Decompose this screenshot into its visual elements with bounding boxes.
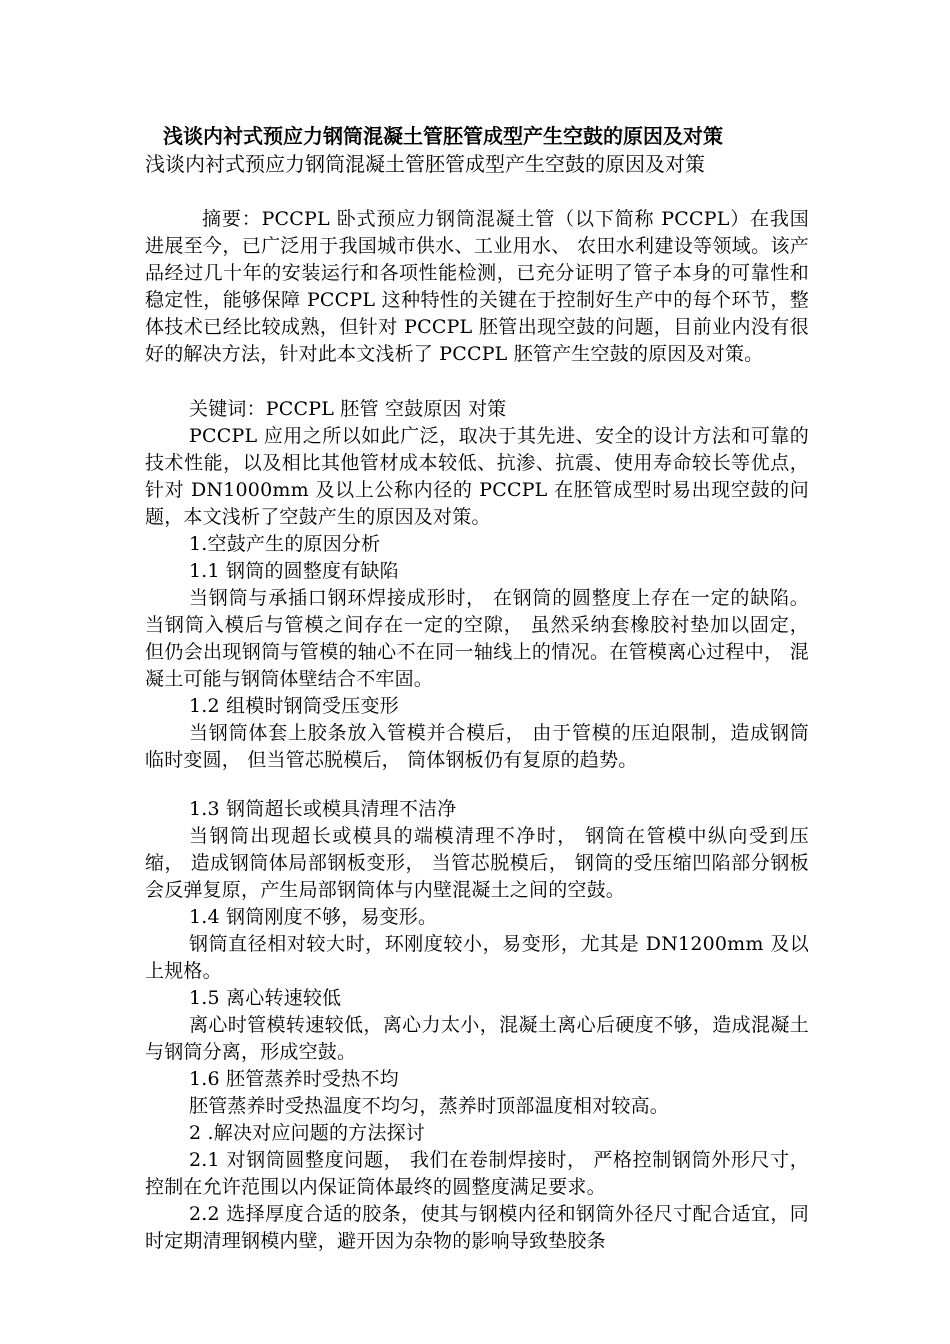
section-2-heading: 2 .解决对应问题的方法探讨 — [189, 1122, 425, 1144]
keywords-line: 关键词：PCCPL 胚管 空鼓原因 对策 — [189, 398, 507, 420]
section-1-4-paragraph: 钢筒直径相对较大时，环刚度较小，易变形，尤其是 DN1200mm 及以上规格。 — [145, 933, 809, 982]
section-1-4-heading: 1.4 钢筒刚度不够，易变形。 — [189, 906, 438, 928]
section-1-2-paragraph: 当钢筒体套上胶条放入管模并合模后， 由于管模的压迫限制，造成钢筒临时变圆， 但当管芯脱模后， 筒体钢板仍有复原的趋势。 — [145, 722, 809, 771]
document-subtitle: 浅谈内衬式预应力钢筒混凝土管胚管成型产生空鼓的原因及对策 — [145, 152, 705, 176]
section-1-5-heading: 1.5 离心转速较低 — [189, 987, 342, 1009]
section-1-3-heading: 1.3 钢筒超长或模具清理不洁净 — [189, 798, 457, 820]
spacer — [145, 178, 809, 206]
intro-paragraph: PCCPL 应用之所以如此广泛，取决于其先进、安全的设计方法和可靠的技术性能，以及相比其他管材成本较低、抗渗、抗震、使用寿命较长等优点，针对 DN1000mm 及以上公称内径的 PCCPL 在胚管成型时易出现空鼓的问题，本文浅析了空鼓产生的原因及对策。 — [145, 425, 809, 528]
section-1-1-heading: 1.1 钢筒的圆整度有缺陷 — [189, 560, 399, 582]
document-page — [145, 122, 809, 1255]
section-2-1-paragraph: 2.1 对钢筒圆整度问题， 我们在卷制焊接时， 严格控制钢筒外形尺寸，控制在允许范围以内保证筒体最终的圆整度满足要求。 — [145, 1149, 809, 1198]
document-title: 浅谈内衬式预应力钢筒混凝土管胚管成型产生空鼓的原因及对策 — [163, 124, 723, 148]
spacer — [145, 774, 809, 796]
spacer — [145, 368, 809, 396]
section-1-2-heading: 1.2 组模时钢筒受压变形 — [189, 695, 399, 717]
section-1-3-paragraph: 当钢筒出现超长或模具的端模清理不净时， 钢筒在管模中纵向受到压缩， 造成钢筒体局部钢板变形， 当管芯脱模后， 钢筒的受压缩凹陷部分钢板会反弹复原，产生局部钢筒体与内壁混凝土之间的空鼓。 — [145, 825, 809, 901]
section-2-2-paragraph: 2.2 选择厚度合适的胶条，使其与钢模内径和钢筒外径尺寸配合适宜，同时定期清理钢模内壁，避开因为杂物的影响导致垫胶条 — [145, 1203, 809, 1252]
abstract-paragraph: 摘要：PCCPL 卧式预应力钢筒混凝土管（以下简称 PCCPL）在我国进展至今，已广泛用于我国城市供水、工业用水、 农田水利建设等领域。该产品经过几十年的安装运行和各项性能检测，已充分证明了管子本身的可靠性和稳定性，能够保障 PCCPL 这种特性的关键在于控制好生产中的每个环节，整体技术已经比较成熟，但针对 PCCPL 胚管出现空鼓的问题，目前业内没有很好的解决方法，针对此本文浅析了 PCCPL 胚管产生空鼓的原因及对策。 — [145, 208, 809, 365]
section-1-6-heading: 1.6 胚管蒸养时受热不均 — [189, 1068, 399, 1090]
section-1-5-paragraph: 离心时管模转速较低，离心力太小，混凝土离心后硬度不够，造成混凝土与钢筒分离，形成空鼓。 — [145, 1014, 809, 1063]
section-1-1-paragraph: 当钢筒与承插口钢环焊接成形时， 在钢筒的圆整度上存在一定的缺陷。当钢筒入模后与管模之间存在一定的空隙， 虽然采纳套橡胶衬垫加以固定， 但仍会出现钢筒与管模的轴心不在同一轴线上的情况。在管模离心过程中， 混凝土可能与钢筒体壁结合不牢固。 — [145, 587, 809, 690]
section-1-6-paragraph: 胚管蒸养时受热温度不均匀，蒸养时顶部温度相对较高。 — [189, 1095, 670, 1117]
section-1-heading: 1.空鼓产生的原因分析 — [189, 533, 381, 555]
